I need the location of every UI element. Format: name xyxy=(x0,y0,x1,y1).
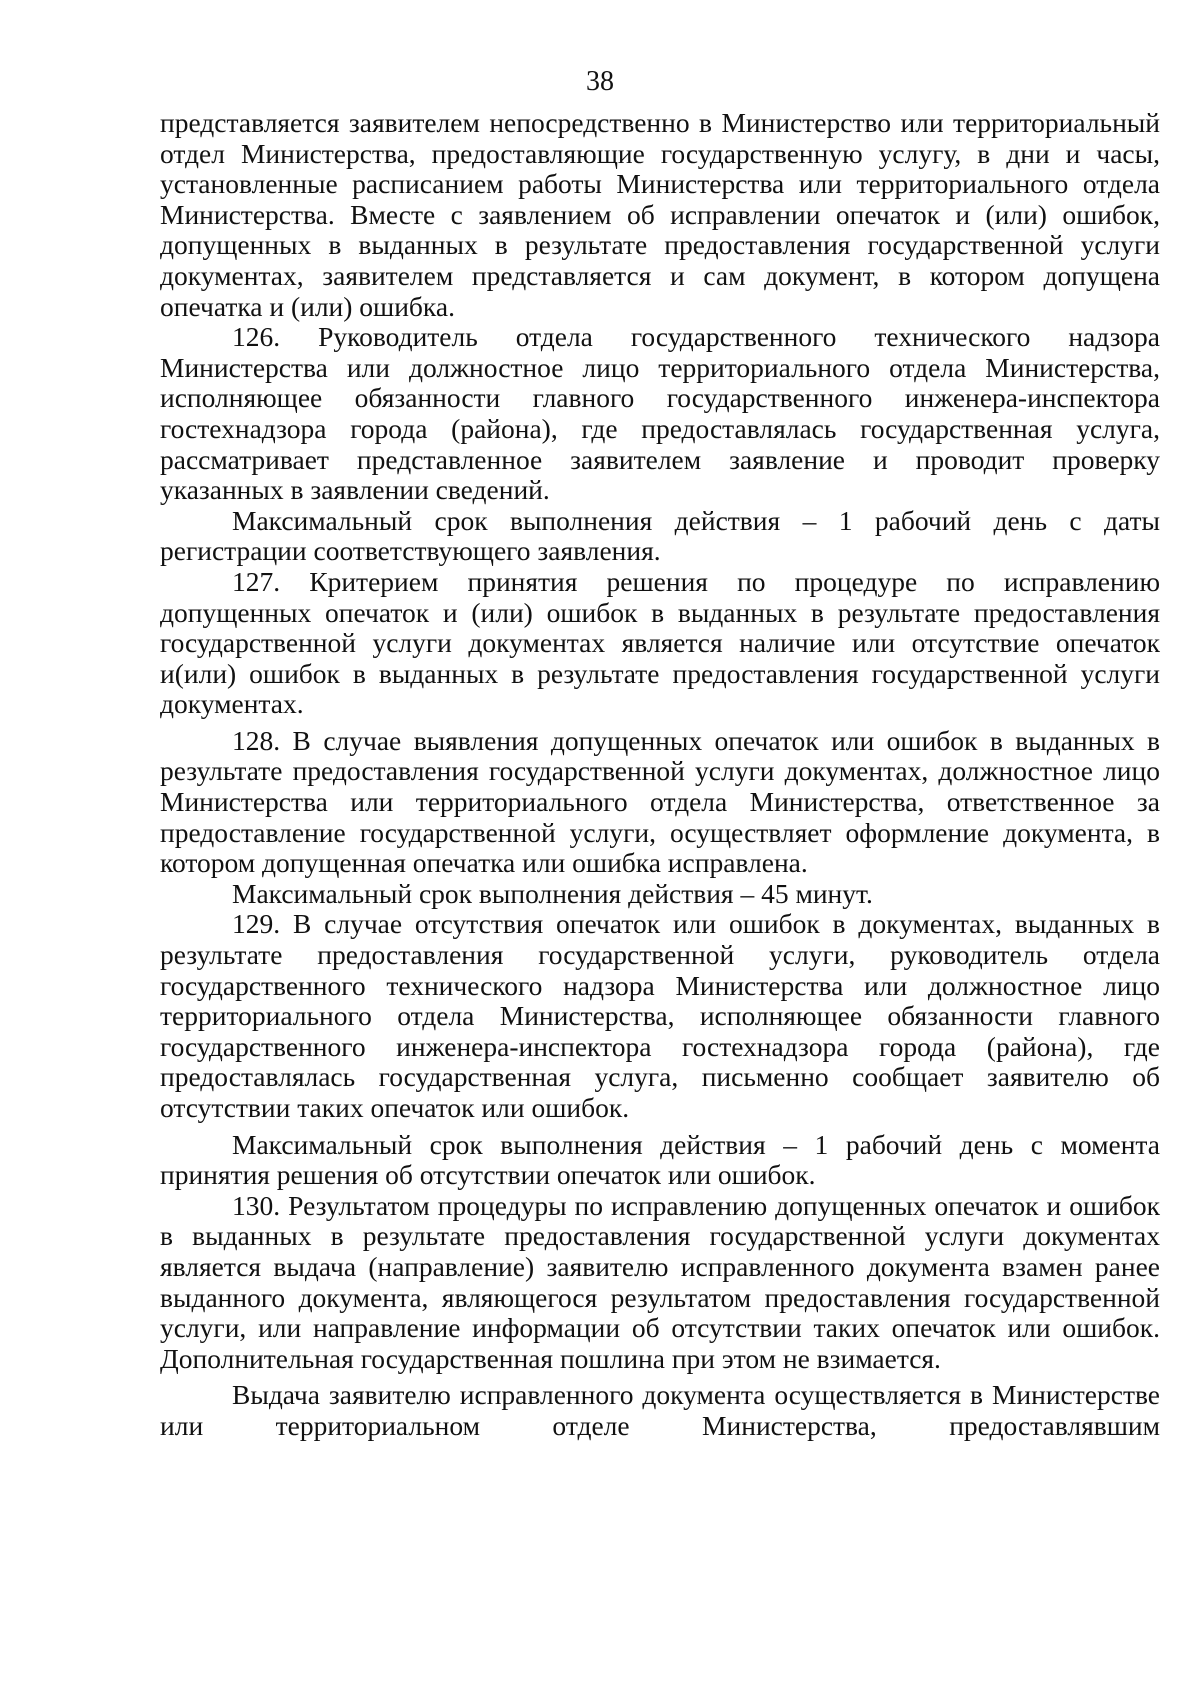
paragraph-128: 128. В случае выявления допущенных опечаток или ошибок в выданных в результате предоставления государственной услуги документах, должностное лицо Министерства или территориального отдела Министерства, ответственное за предоставление государственной услуги, осуществляет оформление документа, в котором допущенная опечатка или ошибка исправлена. xyxy=(160,724,1160,879)
paragraph-130: 130. Результатом процедуры по исправлению допущенных опечаток и ошибок в выданных в результате предоставления государственной услуги документах является выдача (направление) заявителю исправленного документа взамен ранее выданного документа, являющегося результатом предоставления государственной услуги, или направление информации об отсутствии таких опечаток или ошибок. Дополнительная государственная пошлина при этом не взимается. xyxy=(160,1189,1160,1374)
paragraph-126: 126. Руководитель отдела государственного технического надзора Министерства или должностное лицо территориального отдела Министерства, исполняющее обязанности главного государственного инженера-инспектора гостехнадзора города (района), где предоставлялась государственная услуга, рассматривает представленное заявителем заявление и проводит проверку указанных в заявлении сведений. xyxy=(160,321,1160,506)
paragraph-126-deadline: Максимальный срок выполнения действия – 1 рабочий день с даты регистрации соответствующего заявления. xyxy=(160,504,1160,567)
paragraph-128-deadline: Максимальный срок выполнения действия – 45 минут. xyxy=(232,877,873,909)
paragraph-127: 127. Критерием принятия решения по процедуре по исправлению допущенных опечаток и (или) ошибок в выданных в результате предоставления государственной услуги документах является наличие или отсутствие опечаток и(или) ошибок в выданных в результате предоставления государственной услуги документах. xyxy=(160,565,1160,720)
paragraph-continuation: представляется заявителем непосредственно в Министерство или территориальный отдел Министерства, предоставляющие государственную услугу, в дни и часы, установленные расписанием работы Министерства или территориального отдела Министерства. Вместе с заявлением об исправлении опечаток и (или) ошибок, допущенных в выданных в результате предоставления государственной услуги документах, заявителем представляется и сам документ, в котором допущена опечатка и (или) ошибка. xyxy=(160,107,1160,322)
paragraph-129-deadline: Максимальный срок выполнения действия – 1 рабочий день с момента принятия решения об отсутствии опечаток или ошибок. xyxy=(160,1128,1160,1191)
document-body xyxy=(160,108,1160,1442)
page-number: 38 xyxy=(586,66,614,97)
paragraph-129: 129. В случае отсутствия опечаток или ошибок в документах, выданных в результате предоставления государственной услуги, руководитель отдела государственного технического надзора Министерства или должностное лицо территориального отдела Министерства, исполняющее обязанности главного государственного инженера-инспектора гостехнадзора города (района), где предоставлялась государственная услуга, письменно сообщает заявителю об отсутствии таких опечаток или ошибок. xyxy=(160,908,1160,1123)
paragraph-130-issuance: Выдача заявителю исправленного документа осуществляется в Министерстве или территориальном отделе Министерства, предоставлявшим xyxy=(160,1379,1160,1441)
